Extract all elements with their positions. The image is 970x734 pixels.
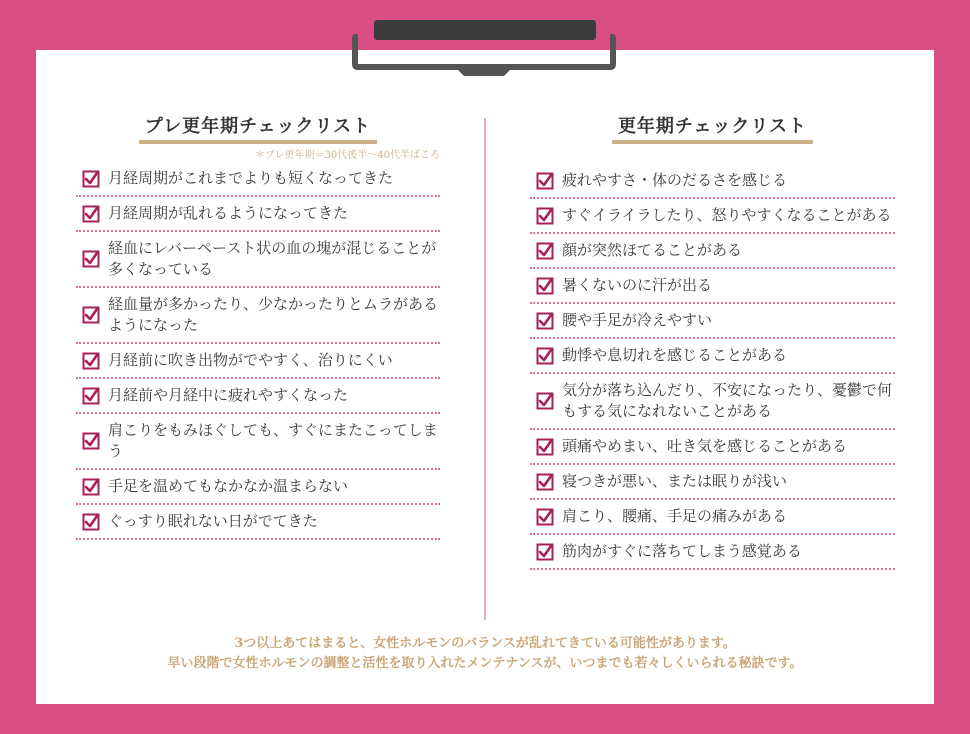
checklist-item-text: 暑くないのに汗が出る bbox=[562, 276, 713, 294]
checklist-item[interactable] bbox=[76, 197, 440, 232]
checklist-item[interactable] bbox=[530, 269, 895, 304]
checklist-item[interactable] bbox=[530, 430, 895, 465]
checklist-item[interactable] bbox=[530, 164, 895, 199]
checklist-item[interactable] bbox=[76, 505, 440, 540]
checkbox-checked-icon[interactable] bbox=[536, 312, 554, 330]
checkbox-checked-icon[interactable] bbox=[536, 242, 554, 260]
checklist-item-text: 経血量が多かったり、少なかったりとムラがあるようになった bbox=[108, 295, 439, 334]
checkbox-checked-icon[interactable] bbox=[536, 473, 554, 491]
checklist-item-text: 疲れやすさ・体のだるさを感じる bbox=[562, 171, 788, 189]
checkbox-checked-icon[interactable] bbox=[82, 432, 100, 450]
checklist-item[interactable] bbox=[76, 288, 440, 344]
checklist-item[interactable] bbox=[76, 379, 440, 414]
checklist-item[interactable] bbox=[530, 234, 895, 269]
checkbox-checked-icon[interactable] bbox=[536, 277, 554, 295]
checkbox-checked-icon[interactable] bbox=[536, 508, 554, 526]
footer-line-1: 3つ以上あてはまると、女性ホルモンのバランスが乱れてきている可能性があります。 bbox=[234, 636, 736, 651]
checklist-item[interactable] bbox=[530, 199, 895, 234]
checkbox-checked-icon[interactable] bbox=[82, 387, 100, 405]
checklist-item-text: 頭痛やめまい、吐き気を感じることがある bbox=[562, 437, 848, 455]
checklist-item-text: 顔が突然ほてることがある bbox=[562, 241, 743, 259]
menopause-list bbox=[530, 164, 895, 570]
checklist-item[interactable] bbox=[530, 339, 895, 374]
checklist-item[interactable] bbox=[530, 304, 895, 339]
checkbox-checked-icon[interactable] bbox=[82, 306, 100, 324]
pre-menopause-list bbox=[76, 162, 440, 540]
checklist-item-text: 動悸や息切れを感じることがある bbox=[562, 346, 788, 364]
menopause-column bbox=[530, 112, 895, 570]
checklist-item-text: 肩こりをもみほぐしても、すぐにまたこってしまう bbox=[108, 421, 438, 460]
menopause-title: 更年期チェックリスト bbox=[530, 112, 895, 144]
checklist-item-text: 肩こり、腰痛、手足の痛みがある bbox=[562, 507, 788, 525]
checklist-item-text: 筋肉がすぐに落ちてしまう感覚ある bbox=[562, 542, 802, 560]
checklist-item-text: 月経前や月経中に疲れやすくなった bbox=[108, 386, 349, 404]
checklist-item-text: 月経前に吹き出物がでやすく、治りにくい bbox=[108, 351, 393, 369]
pre-menopause-title: プレ更年期チェックリスト bbox=[76, 112, 440, 144]
checklist-item[interactable] bbox=[76, 414, 440, 470]
checkbox-checked-icon[interactable] bbox=[536, 543, 554, 561]
checklist-item-text: 手足を温めてもなかなか温まらない bbox=[108, 477, 349, 495]
pre-menopause-column bbox=[76, 112, 440, 540]
checklist-item[interactable] bbox=[76, 470, 440, 505]
checkbox-checked-icon[interactable] bbox=[536, 207, 554, 225]
footer-message bbox=[36, 634, 934, 674]
checkbox-checked-icon[interactable] bbox=[536, 392, 554, 410]
checkbox-checked-icon[interactable] bbox=[82, 478, 100, 496]
checkbox-checked-icon[interactable] bbox=[82, 205, 100, 223]
checkbox-checked-icon[interactable] bbox=[536, 172, 554, 190]
footer-line-2: 早い段階で女性ホルモンの調整と活性を取り入れたメンテナンスが、いつまでも若々しくいられる秘訣です。 bbox=[167, 656, 803, 671]
checklist-item-text: すぐイライラしたり、怒りやすくなることがある bbox=[562, 206, 892, 224]
checklist-item[interactable] bbox=[76, 162, 440, 197]
checkbox-checked-icon[interactable] bbox=[82, 250, 100, 268]
checklist-item-text: 腰や手足が冷えやすい bbox=[562, 311, 713, 329]
checkbox-checked-icon[interactable] bbox=[536, 347, 554, 365]
column-divider bbox=[484, 118, 486, 620]
checklist-item[interactable] bbox=[76, 232, 440, 288]
checkbox-checked-icon[interactable] bbox=[82, 170, 100, 188]
checklist-item-text: 気分が落ち込んだり、不安になったり、憂鬱で何もする気になれないことがある bbox=[562, 381, 893, 420]
checklist-item[interactable] bbox=[530, 374, 895, 430]
checklist-item-text: 寝つきが悪い、または眠りが浅い bbox=[562, 472, 788, 490]
checklist-item[interactable] bbox=[76, 344, 440, 379]
checklist-item[interactable] bbox=[530, 535, 895, 570]
checklist-item[interactable] bbox=[530, 500, 895, 535]
pre-menopause-note: ＊プレ更年期＝30代後半〜40代半ばころ bbox=[254, 150, 440, 161]
checklist-item-text: 月経周期がこれまでよりも短くなってきた bbox=[108, 169, 394, 187]
checklist-item-text: 月経周期が乱れるようになってきた bbox=[108, 204, 349, 222]
checklist-item[interactable] bbox=[530, 465, 895, 500]
checkbox-checked-icon[interactable] bbox=[536, 438, 554, 456]
checkbox-checked-icon[interactable] bbox=[82, 513, 100, 531]
checklist-item-text: ぐっすり眠れない日がでてきた bbox=[108, 512, 318, 530]
checklist-item-text: 経血にレバーペースト状の血の塊が混じることが多くなっている bbox=[108, 239, 437, 278]
clipboard-clip-icon bbox=[348, 18, 620, 80]
checkbox-checked-icon[interactable] bbox=[82, 352, 100, 370]
